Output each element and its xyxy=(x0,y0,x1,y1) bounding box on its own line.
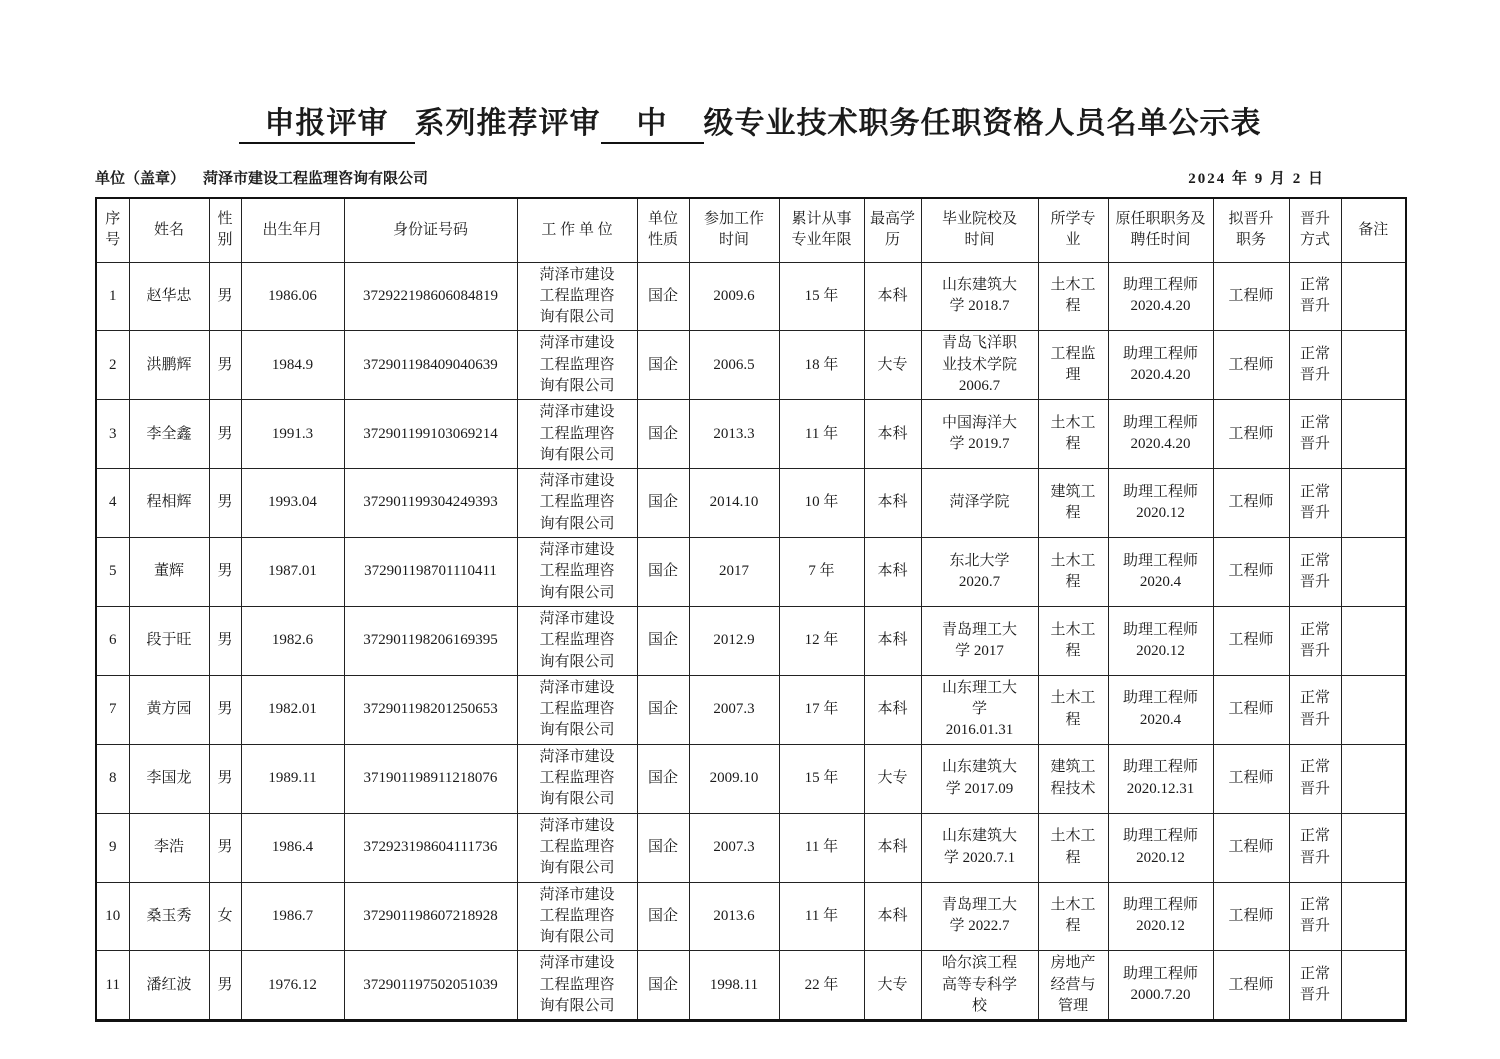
col-header-work-unit: 工 作 单 位 xyxy=(517,198,637,262)
cell-id-number: 372923198604111736 xyxy=(344,813,517,882)
cell-education: 本科 xyxy=(864,882,921,951)
cell-remark xyxy=(1341,469,1406,538)
table-row xyxy=(96,331,1406,400)
cell-education: 本科 xyxy=(864,469,921,538)
cell-work-unit: 菏泽市建设工程监理咨询有限公司 xyxy=(517,331,637,400)
cell-years-of-experience: 12 年 xyxy=(779,606,864,675)
cell-index: 5 xyxy=(96,538,129,607)
table-row xyxy=(96,469,1406,538)
cell-education: 大专 xyxy=(864,331,921,400)
cell-promotion-type: 正常晋升 xyxy=(1289,331,1341,400)
cell-education: 本科 xyxy=(864,675,921,744)
cell-school-and-date: 青岛理工大学 2017 xyxy=(921,606,1038,675)
cell-unit-type: 国企 xyxy=(637,400,689,469)
col-header-promotion-type: 晋升方式 xyxy=(1289,198,1341,262)
cell-name: 洪鹏辉 xyxy=(129,331,209,400)
cell-remark xyxy=(1341,951,1406,1021)
cell-birth-date: 1984.9 xyxy=(241,331,344,400)
cell-index: 7 xyxy=(96,675,129,744)
col-header-previous-title-and-date: 原任职职务及聘任时间 xyxy=(1108,198,1213,262)
document-date: 2024 年 9 月 2 日 xyxy=(1188,171,1325,187)
cell-unit-type: 国企 xyxy=(637,538,689,607)
cell-work-unit: 菏泽市建设工程监理咨询有限公司 xyxy=(517,813,637,882)
cell-unit-type: 国企 xyxy=(637,469,689,538)
cell-id-number: 371901198911218076 xyxy=(344,744,517,813)
cell-work-unit: 菏泽市建设工程监理咨询有限公司 xyxy=(517,951,637,1021)
cell-name: 李国龙 xyxy=(129,744,209,813)
col-header-education: 最高学历 xyxy=(864,198,921,262)
cell-years-of-experience: 15 年 xyxy=(779,744,864,813)
cell-name: 董辉 xyxy=(129,538,209,607)
cell-promotion-type: 正常晋升 xyxy=(1289,469,1341,538)
cell-promotion-type: 正常晋升 xyxy=(1289,813,1341,882)
cell-work-unit: 菏泽市建设工程监理咨询有限公司 xyxy=(517,882,637,951)
cell-work-start-date: 1998.11 xyxy=(689,951,779,1021)
cell-work-unit: 菏泽市建设工程监理咨询有限公司 xyxy=(517,606,637,675)
cell-remark xyxy=(1341,400,1406,469)
cell-work-unit: 菏泽市建设工程监理咨询有限公司 xyxy=(517,400,637,469)
cell-index: 9 xyxy=(96,813,129,882)
roster-table xyxy=(95,197,1407,1022)
cell-education: 本科 xyxy=(864,400,921,469)
cell-previous-title-and-date: 助理工程师 2020.4.20 xyxy=(1108,262,1213,331)
cell-name: 段于旺 xyxy=(129,606,209,675)
cell-school-and-date: 青岛理工大学 2022.7 xyxy=(921,882,1038,951)
col-header-unit-type: 单位性质 xyxy=(637,198,689,262)
cell-years-of-experience: 15 年 xyxy=(779,262,864,331)
cell-previous-title-and-date: 助理工程师 2020.12.31 xyxy=(1108,744,1213,813)
cell-education: 大专 xyxy=(864,744,921,813)
cell-unit-type: 国企 xyxy=(637,262,689,331)
cell-remark xyxy=(1341,744,1406,813)
cell-target-title: 工程师 xyxy=(1213,882,1289,951)
cell-unit-type: 国企 xyxy=(637,744,689,813)
cell-birth-date: 1989.11 xyxy=(241,744,344,813)
cell-work-unit: 菏泽市建设工程监理咨询有限公司 xyxy=(517,744,637,813)
cell-target-title: 工程师 xyxy=(1213,538,1289,607)
cell-birth-date: 1982.6 xyxy=(241,606,344,675)
cell-gender: 男 xyxy=(209,262,241,331)
cell-years-of-experience: 18 年 xyxy=(779,331,864,400)
cell-target-title: 工程师 xyxy=(1213,744,1289,813)
cell-education: 本科 xyxy=(864,606,921,675)
cell-id-number: 372901199103069214 xyxy=(344,400,517,469)
table-row xyxy=(96,675,1406,744)
table-row xyxy=(96,951,1406,1021)
cell-unit-type: 国企 xyxy=(637,813,689,882)
cell-previous-title-and-date: 助理工程师 2020.4 xyxy=(1108,675,1213,744)
cell-previous-title-and-date: 助理工程师 2020.4 xyxy=(1108,538,1213,607)
cell-target-title: 工程师 xyxy=(1213,951,1289,1021)
cell-years-of-experience: 7 年 xyxy=(779,538,864,607)
cell-school-and-date: 东北大学 2020.7 xyxy=(921,538,1038,607)
cell-remark xyxy=(1341,331,1406,400)
unit-name: 菏泽市建设工程监理咨询有限公司 xyxy=(203,171,429,187)
cell-unit-type: 国企 xyxy=(637,951,689,1021)
cell-school-and-date: 菏泽学院 xyxy=(921,469,1038,538)
cell-birth-date: 1976.12 xyxy=(241,951,344,1021)
col-header-id-number: 身份证号码 xyxy=(344,198,517,262)
table-row xyxy=(96,262,1406,331)
cell-birth-date: 1982.01 xyxy=(241,675,344,744)
cell-remark xyxy=(1341,606,1406,675)
cell-index: 8 xyxy=(96,744,129,813)
meta-unit xyxy=(95,167,428,188)
cell-target-title: 工程师 xyxy=(1213,606,1289,675)
cell-remark xyxy=(1341,813,1406,882)
cell-work-start-date: 2006.5 xyxy=(689,331,779,400)
col-header-years-of-experience: 累计从事专业年限 xyxy=(779,198,864,262)
cell-id-number: 372901197502051039 xyxy=(344,951,517,1021)
table-body xyxy=(96,262,1406,1021)
cell-work-start-date: 2013.3 xyxy=(689,400,779,469)
cell-remark xyxy=(1341,675,1406,744)
cell-promotion-type: 正常晋升 xyxy=(1289,951,1341,1021)
cell-school-and-date: 山东建筑大学 2017.09 xyxy=(921,744,1038,813)
cell-work-start-date: 2007.3 xyxy=(689,675,779,744)
cell-work-start-date: 2014.10 xyxy=(689,469,779,538)
cell-previous-title-and-date: 助理工程师 2020.4.20 xyxy=(1108,400,1213,469)
cell-major: 建筑工程 xyxy=(1038,469,1108,538)
cell-gender: 男 xyxy=(209,331,241,400)
col-header-birth-date: 出生年月 xyxy=(241,198,344,262)
cell-name: 程相辉 xyxy=(129,469,209,538)
cell-major: 土木工程 xyxy=(1038,538,1108,607)
cell-birth-date: 1993.04 xyxy=(241,469,344,538)
cell-id-number: 372901198607218928 xyxy=(344,882,517,951)
cell-unit-type: 国企 xyxy=(637,606,689,675)
meta-line xyxy=(95,167,1405,188)
col-header-target-title: 拟晋升职务 xyxy=(1213,198,1289,262)
cell-previous-title-and-date: 助理工程师 2020.12 xyxy=(1108,469,1213,538)
col-header-major: 所学专业 xyxy=(1038,198,1108,262)
cell-school-and-date: 山东建筑大学 2018.7 xyxy=(921,262,1038,331)
cell-name: 潘红波 xyxy=(129,951,209,1021)
cell-promotion-type: 正常晋升 xyxy=(1289,882,1341,951)
cell-name: 赵华忠 xyxy=(129,262,209,331)
cell-years-of-experience: 11 年 xyxy=(779,400,864,469)
cell-birth-date: 1991.3 xyxy=(241,400,344,469)
table-row xyxy=(96,538,1406,607)
cell-previous-title-and-date: 助理工程师 2000.7.20 xyxy=(1108,951,1213,1021)
cell-target-title: 工程师 xyxy=(1213,262,1289,331)
cell-major: 工程监理 xyxy=(1038,331,1108,400)
cell-previous-title-and-date: 助理工程师 2020.12 xyxy=(1108,813,1213,882)
cell-id-number: 372901199304249393 xyxy=(344,469,517,538)
col-header-gender: 性别 xyxy=(209,198,241,262)
cell-index: 4 xyxy=(96,469,129,538)
cell-index: 10 xyxy=(96,882,129,951)
cell-years-of-experience: 11 年 xyxy=(779,882,864,951)
cell-name: 李全鑫 xyxy=(129,400,209,469)
cell-gender: 男 xyxy=(209,675,241,744)
cell-promotion-type: 正常晋升 xyxy=(1289,744,1341,813)
cell-school-and-date: 山东理工大学 2016.01.31 xyxy=(921,675,1038,744)
cell-index: 11 xyxy=(96,951,129,1021)
cell-id-number: 372922198606084819 xyxy=(344,262,517,331)
cell-education: 大专 xyxy=(864,951,921,1021)
cell-work-unit: 菏泽市建设工程监理咨询有限公司 xyxy=(517,538,637,607)
cell-birth-date: 1986.06 xyxy=(241,262,344,331)
cell-major: 建筑工程技术 xyxy=(1038,744,1108,813)
cell-gender: 男 xyxy=(209,538,241,607)
cell-gender: 女 xyxy=(209,882,241,951)
cell-birth-date: 1986.7 xyxy=(241,882,344,951)
title-series-value: 申报评审 xyxy=(264,107,389,140)
cell-promotion-type: 正常晋升 xyxy=(1289,675,1341,744)
table-row xyxy=(96,400,1406,469)
cell-work-start-date: 2007.3 xyxy=(689,813,779,882)
cell-promotion-type: 正常晋升 xyxy=(1289,262,1341,331)
cell-major: 土木工程 xyxy=(1038,400,1108,469)
cell-id-number: 372901198206169395 xyxy=(344,606,517,675)
table-row xyxy=(96,744,1406,813)
cell-name: 桑玉秀 xyxy=(129,882,209,951)
cell-years-of-experience: 11 年 xyxy=(779,813,864,882)
col-header-work-start-date: 参加工作时间 xyxy=(689,198,779,262)
cell-name: 黄方园 xyxy=(129,675,209,744)
cell-id-number: 372901198201250653 xyxy=(344,675,517,744)
cell-gender: 男 xyxy=(209,606,241,675)
cell-promotion-type: 正常晋升 xyxy=(1289,400,1341,469)
cell-gender: 男 xyxy=(209,469,241,538)
cell-education: 本科 xyxy=(864,538,921,607)
cell-work-start-date: 2012.9 xyxy=(689,606,779,675)
cell-school-and-date: 青岛飞洋职业技术学院 2006.7 xyxy=(921,331,1038,400)
cell-years-of-experience: 10 年 xyxy=(779,469,864,538)
cell-remark xyxy=(1341,882,1406,951)
cell-index: 3 xyxy=(96,400,129,469)
cell-gender: 男 xyxy=(209,813,241,882)
cell-remark xyxy=(1341,538,1406,607)
cell-previous-title-and-date: 助理工程师 2020.4.20 xyxy=(1108,331,1213,400)
header-row xyxy=(96,198,1406,262)
cell-work-unit: 菏泽市建设工程监理咨询有限公司 xyxy=(517,469,637,538)
cell-promotion-type: 正常晋升 xyxy=(1289,606,1341,675)
cell-gender: 男 xyxy=(209,400,241,469)
table-row xyxy=(96,606,1406,675)
cell-previous-title-and-date: 助理工程师 2020.12 xyxy=(1108,606,1213,675)
cell-years-of-experience: 17 年 xyxy=(779,675,864,744)
cell-birth-date: 1987.01 xyxy=(241,538,344,607)
cell-unit-type: 国企 xyxy=(637,882,689,951)
cell-education: 本科 xyxy=(864,813,921,882)
unit-seal-label: 单位（盖章） xyxy=(95,171,186,187)
cell-work-start-date: 2009.10 xyxy=(689,744,779,813)
cell-major: 土木工程 xyxy=(1038,262,1108,331)
cell-major: 土木工程 xyxy=(1038,606,1108,675)
cell-target-title: 工程师 xyxy=(1213,675,1289,744)
cell-unit-type: 国企 xyxy=(637,331,689,400)
title-level-value: 中 xyxy=(636,107,668,140)
cell-promotion-type: 正常晋升 xyxy=(1289,538,1341,607)
cell-birth-date: 1986.4 xyxy=(241,813,344,882)
cell-major: 房地产经营与管理 xyxy=(1038,951,1108,1021)
cell-target-title: 工程师 xyxy=(1213,469,1289,538)
col-header-remark: 备注 xyxy=(1341,198,1406,262)
cell-remark xyxy=(1341,262,1406,331)
cell-school-and-date: 哈尔滨工程高等专科学校 xyxy=(921,951,1038,1021)
cell-target-title: 工程师 xyxy=(1213,331,1289,400)
cell-work-start-date: 2013.6 xyxy=(689,882,779,951)
cell-id-number: 372901198701110411 xyxy=(344,538,517,607)
cell-index: 2 xyxy=(96,331,129,400)
cell-work-unit: 菏泽市建设工程监理咨询有限公司 xyxy=(517,262,637,331)
table-header xyxy=(96,198,1406,262)
cell-index: 1 xyxy=(96,262,129,331)
title-blank-series xyxy=(239,106,415,144)
cell-unit-type: 国企 xyxy=(637,675,689,744)
col-header-name: 姓名 xyxy=(129,198,209,262)
cell-target-title: 工程师 xyxy=(1213,813,1289,882)
cell-years-of-experience: 22 年 xyxy=(779,951,864,1021)
cell-school-and-date: 山东建筑大学 2020.7.1 xyxy=(921,813,1038,882)
title-blank-level xyxy=(601,106,704,144)
cell-major: 土木工程 xyxy=(1038,675,1108,744)
table-row xyxy=(96,882,1406,951)
cell-work-start-date: 2009.6 xyxy=(689,262,779,331)
cell-gender: 男 xyxy=(209,951,241,1021)
cell-major: 土木工程 xyxy=(1038,813,1108,882)
cell-work-unit: 菏泽市建设工程监理咨询有限公司 xyxy=(517,675,637,744)
cell-id-number: 372901198409040639 xyxy=(344,331,517,400)
col-header-index: 序号 xyxy=(96,198,129,262)
cell-target-title: 工程师 xyxy=(1213,400,1289,469)
cell-name: 李浩 xyxy=(129,813,209,882)
title-suffix: 级专业技术职务任职资格人员名单公示表 xyxy=(703,107,1262,140)
cell-gender: 男 xyxy=(209,744,241,813)
table-row xyxy=(96,813,1406,882)
cell-index: 6 xyxy=(96,606,129,675)
cell-education: 本科 xyxy=(864,262,921,331)
cell-major: 土木工程 xyxy=(1038,882,1108,951)
cell-previous-title-and-date: 助理工程师 2020.12 xyxy=(1108,882,1213,951)
cell-school-and-date: 中国海洋大学 2019.7 xyxy=(921,400,1038,469)
cell-work-start-date: 2017 xyxy=(689,538,779,607)
document-title xyxy=(95,103,1405,145)
title-series-label: 系列推荐评审 xyxy=(414,107,601,140)
col-header-school-and-date: 毕业院校及时间 xyxy=(921,198,1038,262)
